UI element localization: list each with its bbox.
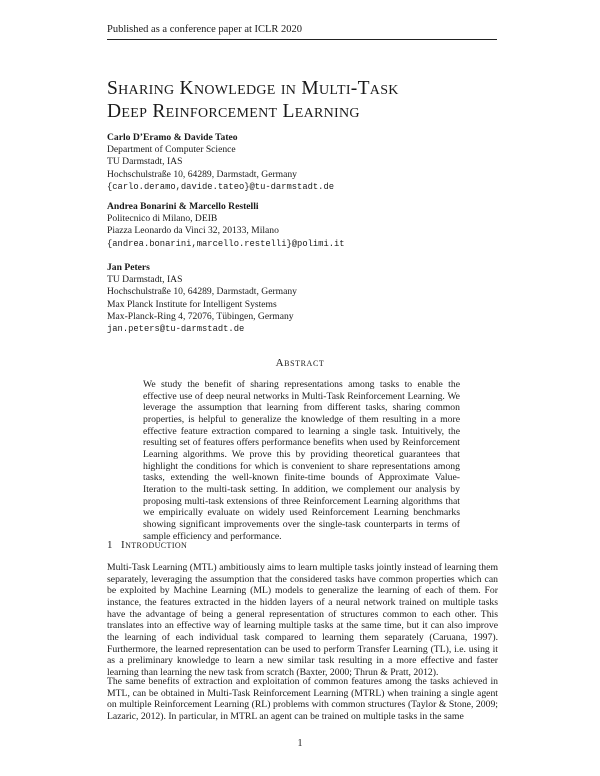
author-names: Andrea Bonarini & Marcello Restelli <box>107 201 259 212</box>
affiliation-line: TU Darmstadt, IAS <box>107 156 183 168</box>
author-names: Jan Peters <box>107 262 150 273</box>
affiliation-line: TU Darmstadt, IAS <box>107 274 183 286</box>
author-block-1 <box>107 132 334 193</box>
affiliation-line: Max Planck Institute for Intelligent Systems <box>107 298 277 310</box>
intro-paragraph-2: The same benefits of extraction and exploitation of common features among the tasks achieved in MTL, can be obtained in Multi-Task Reinforcement Learning (MTRL) when training a single agent on multiple Reinforcement Learning (RL) problems with common structures (Taylor & Stone, 2009; Lazaric, 2012). In particular, in MTRL an agent can be trained on multiple tasks in the same <box>107 676 498 722</box>
section-title: Introduction <box>121 539 188 551</box>
author-block-3 <box>107 262 297 335</box>
author-email[interactable]: {carlo.deramo,davide.tateo}@tu-darmstadt.de <box>107 181 334 192</box>
author-block-2 <box>107 201 345 250</box>
abstract-text: We study the benefit of sharing representations among tasks to enable the effective use of deep neural networks in Multi-Task Reinforcement Learning. We leverage the assumption that learning from different tasks, sharing common properties, is helpful to generalize the knowledge of them resulting in a more effective feature extraction compared to learning a single task. Intuitively, the resulting set of features offers performance benefits when used by Reinforcement Learning algorithms. We prove this by providing theoretical guarantees that highlight the conditions for which is convenient to share representations among tasks, extending the well-known finite-time bounds of Approximate Value-Iteration to the multi-task setting. In addition, we complement our analysis by proposing multi-task extensions of three Reinforcement Learning algorithms that we empirically evaluate on widely used Reinforcement Learning benchmarks showing significant improvements over the single-task counterparts in terms of sample efficiency and performance. <box>143 379 460 542</box>
affiliation-line: Hochschulstraße 10, 64289, Darmstadt, Germany <box>107 168 297 180</box>
section-number: 1 <box>107 539 113 551</box>
affiliation-line: Department of Computer Science <box>107 144 236 156</box>
affiliation-line: Piazza Leonardo da Vinci 32, 20133, Milano <box>107 225 279 237</box>
affiliation-line: Max-Planck-Ring 4, 72076, Tübingen, Germany <box>107 310 294 322</box>
title-line-1: Sharing Knowledge in Multi-Task <box>107 78 399 99</box>
affiliation-line: Hochschulstraße 10, 64289, Darmstadt, Germany <box>107 286 297 298</box>
page-number: 1 <box>297 738 303 749</box>
author-email[interactable]: jan.peters@tu-darmstadt.de <box>107 324 245 335</box>
section-heading <box>107 539 187 551</box>
author-email[interactable]: {andrea.bonarini,marcello.restelli}@polimi.it <box>107 238 345 249</box>
running-header: Published as a conference paper at ICLR 2020 <box>107 24 497 40</box>
author-names: Carlo D’Eramo & Davide Tateo <box>107 132 238 143</box>
title-line-2: Deep Reinforcement Learning <box>107 101 360 122</box>
affiliation-line: Politecnico di Milano, DEIB <box>107 213 218 225</box>
paper-title <box>107 77 497 123</box>
abstract-heading: Abstract <box>275 357 325 369</box>
intro-paragraph-1: Multi-Task Learning (MTL) ambitiously aims to learn multiple tasks jointly instead of learning them separately, leveraging the assumption that the considered tasks have common properties which can be exploited by Machine Learning (ML) models to generalize the learning of each of them. For instance, the features extracted in the hidden layers of a neural network trained on multiple tasks have the advantage of being a general representation of structures common to each other. This translates into an effective way of learning multiple tasks at the same time, but it can also improve the learning of each individual task compared to learning them separately (Caruana, 1997). Furthermore, the learned representation can be used to perform Transfer Learning (TL), i.e. using it as a preliminary knowledge to learn a new similar task resulting in a more effective and faster learning than learning the new task from scratch (Baxter, 2000; Thrun & Pratt, 2012). <box>107 562 498 678</box>
